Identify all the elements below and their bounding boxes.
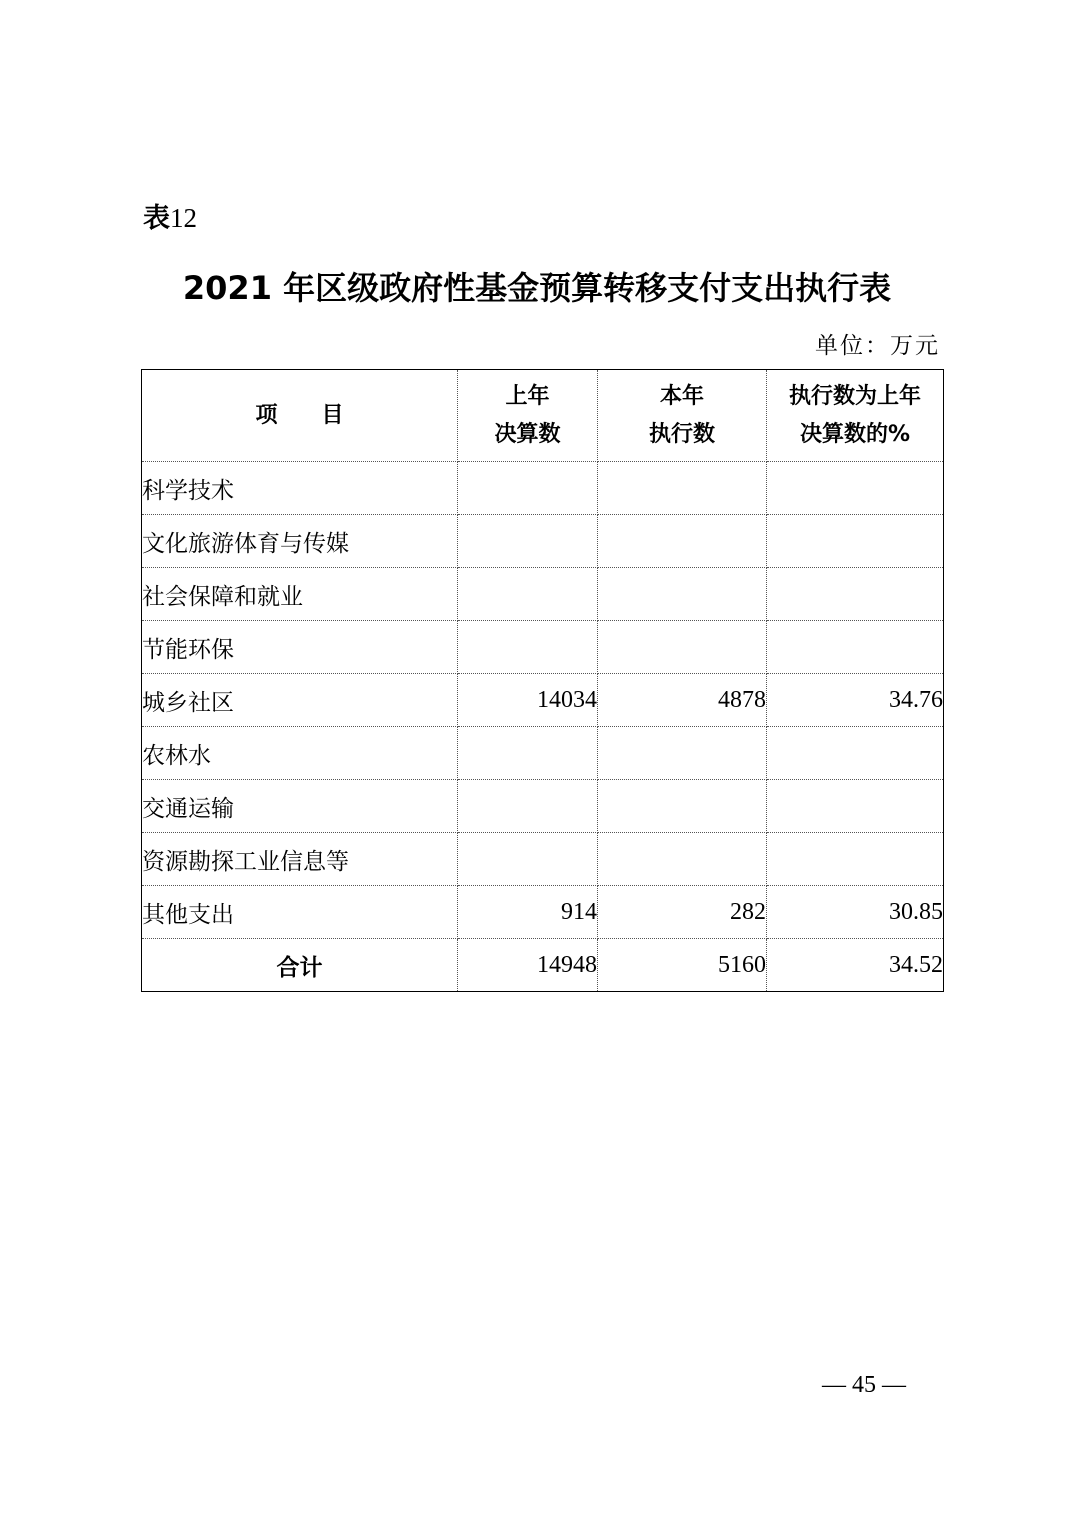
row-item: 节能环保: [142, 621, 458, 674]
row-pct: [767, 568, 944, 621]
row-item: 交通运输: [142, 780, 458, 833]
table-row: [142, 833, 944, 886]
table-row: [142, 515, 944, 568]
table-header-row: [142, 370, 944, 462]
row-prev: [458, 780, 598, 833]
row-pct: [767, 515, 944, 568]
row-curr: [598, 780, 767, 833]
row-item: 文化旅游体育与传媒: [142, 515, 458, 568]
row-curr: [598, 621, 767, 674]
row-pct: 34.76: [767, 674, 944, 727]
total-curr: 5160: [598, 939, 767, 992]
row-prev: [458, 727, 598, 780]
row-curr: [598, 568, 767, 621]
row-curr: [598, 462, 767, 515]
row-item: 其他支出: [142, 886, 458, 939]
total-pct: 34.52: [767, 939, 944, 992]
header-curr-exec: 本年 执行数: [598, 370, 767, 462]
budget-table: [141, 369, 944, 992]
row-item: 社会保障和就业: [142, 568, 458, 621]
table-label: 表12: [143, 203, 197, 234]
total-prev: 14948: [458, 939, 598, 992]
row-prev: [458, 621, 598, 674]
header-prev-final: 上年 决算数: [458, 370, 598, 462]
row-prev: 914: [458, 886, 598, 939]
row-curr: 4878: [598, 674, 767, 727]
table-row: [142, 886, 944, 939]
row-item: 资源勘探工业信息等: [142, 833, 458, 886]
row-curr: [598, 833, 767, 886]
unit-note: 单位：万元: [815, 333, 940, 359]
row-prev: [458, 462, 598, 515]
row-pct: 30.85: [767, 886, 944, 939]
row-prev: [458, 515, 598, 568]
table-row: [142, 780, 944, 833]
table-row: [142, 462, 944, 515]
table-row: [142, 568, 944, 621]
row-pct: [767, 462, 944, 515]
row-item: 科学技术: [142, 462, 458, 515]
total-row: [142, 939, 944, 992]
row-prev: 14034: [458, 674, 598, 727]
row-curr: [598, 515, 767, 568]
row-pct: [767, 780, 944, 833]
table-row: [142, 674, 944, 727]
row-pct: [767, 727, 944, 780]
header-ratio: 执行数为上年 决算数的%: [767, 370, 944, 462]
row-item: 城乡社区: [142, 674, 458, 727]
row-pct: [767, 621, 944, 674]
table-row: [142, 727, 944, 780]
row-pct: [767, 833, 944, 886]
total-label: 合计: [142, 939, 458, 992]
page-title: 2021 年区级政府性基金预算转移支付支出执行表: [182, 269, 892, 307]
row-curr: [598, 727, 767, 780]
header-item: 项 目: [142, 370, 458, 462]
table-row: [142, 621, 944, 674]
row-prev: [458, 833, 598, 886]
row-curr: 282: [598, 886, 767, 939]
row-prev: [458, 568, 598, 621]
row-item: 农林水: [142, 727, 458, 780]
